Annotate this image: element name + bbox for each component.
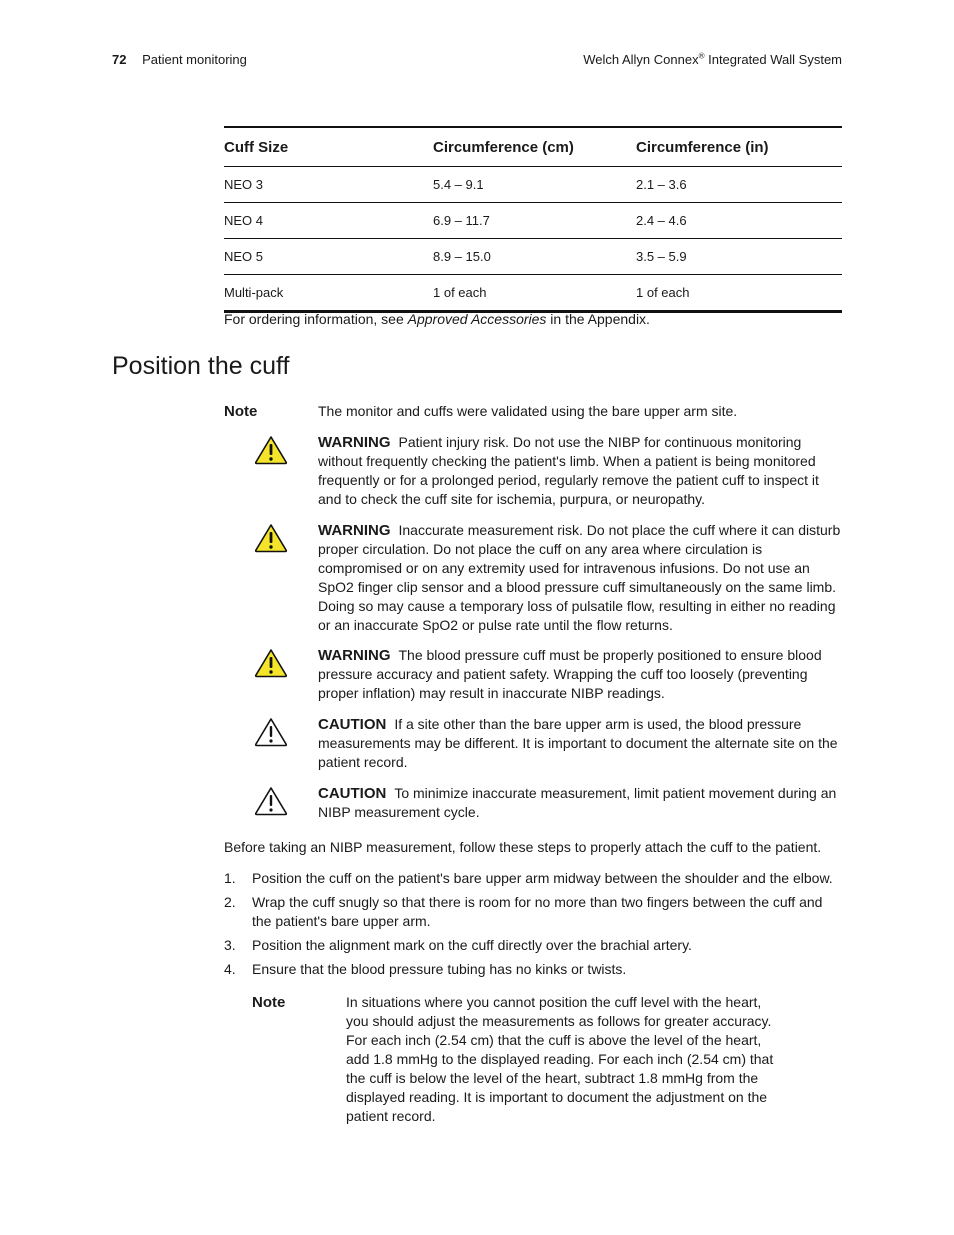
caution-icon bbox=[254, 786, 288, 816]
alert-text: To minimize inaccurate measurement, limit patient movement during an NIBP measurement cycle. bbox=[318, 785, 837, 820]
step-number: 4. bbox=[224, 961, 236, 977]
table-cell: 2.4 – 4.6 bbox=[636, 203, 842, 239]
column-header: Circumference (cm) bbox=[433, 127, 636, 167]
table-cell: Multi-pack bbox=[224, 275, 433, 312]
doc-title-suffix: Integrated Wall System bbox=[704, 52, 842, 67]
running-header-right bbox=[583, 52, 842, 67]
ordering-text-after: in the Appendix. bbox=[546, 311, 650, 327]
note-text: The monitor and cuffs were validated using the bare upper arm site. bbox=[318, 403, 738, 419]
alert-text: The blood pressure cuff must be properly positioned to ensure blood pressure accuracy and patient safety. Wrapping the cuff too loosely (preventing proper inflation) may result in inaccurate NIBP readings. bbox=[318, 647, 822, 701]
alert-text: If a site other than the bare upper arm is used, the blood pressure measurements may be different. It is important to document the alternate site on the patient record. bbox=[318, 716, 838, 770]
table-cell: 8.9 – 15.0 bbox=[433, 239, 636, 275]
list-item bbox=[224, 936, 844, 955]
running-header-left bbox=[112, 52, 247, 67]
alert-text: Inaccurate measurement risk. Do not place the cuff where it can disturb proper circulation. Do not place the cuff on any area where circulation is compromised or on any extremity used for intravenous infusions. Do not use an SpO2 finger clip sensor and a blood pressure cuff simultaneously on the same limb. Doing so may cause a temporary loss of pulsatile flow, resulting in either no reading or an inaccurate SpO2 or pulse rate until the flow returns. bbox=[318, 522, 841, 633]
step-number: 1. bbox=[224, 870, 236, 886]
ordering-text-before: For ordering information, see bbox=[224, 311, 408, 327]
table-cell: NEO 4 bbox=[224, 203, 433, 239]
step-text: Ensure that the blood pressure tubing has no kinks or twists. bbox=[252, 961, 627, 977]
warning-icon bbox=[254, 648, 288, 678]
table-cell: 2.1 – 3.6 bbox=[636, 167, 842, 203]
alert-keyword: WARNING bbox=[318, 434, 391, 451]
table-row bbox=[224, 203, 842, 239]
step-text: Position the alignment mark on the cuff directly over the brachial artery. bbox=[252, 937, 692, 953]
column-header: Cuff Size bbox=[224, 127, 433, 167]
approved-accessories-reference: Approved Accessories bbox=[407, 311, 547, 327]
section-name: Patient monitoring bbox=[142, 52, 247, 67]
alert-keyword: WARNING bbox=[318, 522, 391, 539]
ordering-info bbox=[224, 311, 650, 327]
table-row bbox=[224, 239, 842, 275]
column-header: Circumference (in) bbox=[636, 127, 842, 167]
table-cell: NEO 3 bbox=[224, 167, 433, 203]
table-row bbox=[224, 167, 842, 203]
step-number: 2. bbox=[224, 894, 236, 910]
doc-title-prefix: Welch Allyn Connex bbox=[583, 52, 699, 67]
alert-keyword: CAUTION bbox=[318, 716, 387, 733]
step-number: 3. bbox=[224, 937, 236, 953]
page-number: 72 bbox=[112, 52, 127, 67]
note-label: Note bbox=[224, 403, 258, 420]
section-title: Position the cuff bbox=[112, 352, 290, 380]
alert-keyword: WARNING bbox=[318, 647, 391, 664]
alert-keyword: CAUTION bbox=[318, 785, 387, 802]
list-item bbox=[224, 960, 844, 979]
table-row bbox=[224, 275, 842, 312]
alert-text: Patient injury risk. Do not use the NIBP for continuous monitoring without frequently checking the patient's limb. When a patient is being monitored frequently or for a prolonged period, regularly remove the patient cuff to inspect it and to check the cuff site for ischemia, purpura, or neuropathy. bbox=[318, 434, 819, 507]
table-cell: 3.5 – 5.9 bbox=[636, 239, 842, 275]
list-item bbox=[224, 869, 844, 888]
table-cell: NEO 5 bbox=[224, 239, 433, 275]
step-text: Position the cuff on the patient's bare upper arm midway between the shoulder and the elbow. bbox=[252, 870, 833, 886]
list-item bbox=[224, 893, 844, 931]
step-text: Wrap the cuff snugly so that there is room for no more than two fingers between the cuff and the patient's bare upper arm. bbox=[252, 894, 823, 929]
table-header-row bbox=[224, 127, 842, 167]
warning-icon bbox=[254, 523, 288, 553]
registered-mark: ® bbox=[698, 51, 705, 61]
procedure-steps bbox=[224, 869, 844, 984]
cuff-size-table bbox=[224, 126, 842, 313]
table-cell: 5.4 – 9.1 bbox=[433, 167, 636, 203]
table-cell: 1 of each bbox=[433, 275, 636, 312]
table-cell: 1 of each bbox=[636, 275, 842, 312]
note-label: Note bbox=[252, 994, 286, 1011]
table-cell: 6.9 – 11.7 bbox=[433, 203, 636, 239]
note-text: In situations where you cannot position the cuff level with the heart, you should adjust the measurements as follows for greater accuracy. For each inch (2.54 cm) that the cuff is above the level of the heart, add 1.8 mmHg to the displayed reading. For each inch (2.54 cm) that the cuff is below the level of the heart, subtract 1.8 mmHg from the displayed reading. It is important to document the adjustment on the patient record. bbox=[346, 994, 774, 1124]
warning-icon bbox=[254, 435, 288, 465]
caution-icon bbox=[254, 717, 288, 747]
procedure-intro: Before taking an NIBP measurement, follow these steps to properly attach the cuff to the patient. bbox=[224, 839, 822, 855]
